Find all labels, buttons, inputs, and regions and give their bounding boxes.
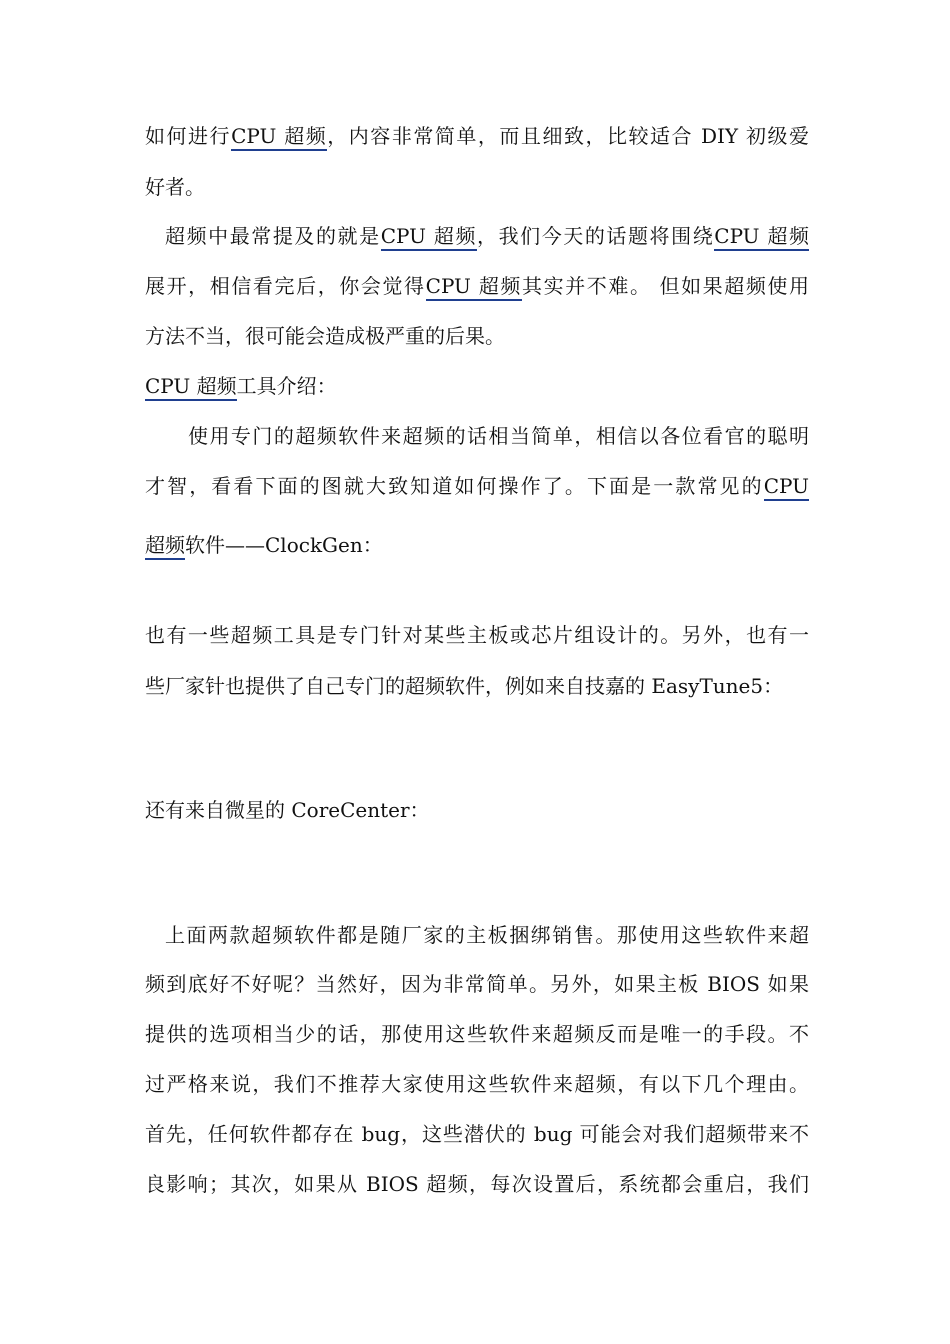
paragraph-6-line-2: 频到底好不好呢？当然好，因为非常简单。另外，如果主板 BIOS 如果 [145,972,809,996]
paragraph-4-line-2: 些厂家针也提供了自己专门的超频软件，例如来自技嘉的 EasyTune5： [145,674,784,698]
cpu-overclock-link[interactable]: CPU 超频 [145,374,237,401]
text: 才智，看看下面的图就大致知道如何操作了。下面是一款常见的 [145,474,764,498]
text: ，我们今天的话题将围绕 [477,224,715,248]
cpu-overclock-link[interactable]: CPU 超频 [714,224,809,251]
text: 软件——ClockGen： [185,533,383,557]
paragraph-2-line-1 [165,224,809,248]
paragraph-3-line-2 [145,474,809,498]
paragraph-6-line-6: 良影响；其次，如果从 BIOS 超频，每次设置后，系统都会重启，我们 [145,1172,809,1196]
text: 超频中最常提及的就是 [165,224,381,248]
text: 展开，相信看完后，你会觉得 [145,274,426,298]
paragraph-2-line-2 [145,274,809,298]
cpu-overclock-link[interactable]: CPU 超频 [381,224,477,251]
text: ，内容非常简单，而且细致，比较适合 DIY 初级爱 [327,124,810,148]
paragraph-6-line-3: 提供的选项相当少的话，那使用这些软件来超频反而是唯一的手段。不 [145,1022,809,1046]
cpu-overclock-link[interactable]: CPU 超频 [426,274,522,301]
paragraph-6-line-5: 首先，任何软件都存在 bug，这些潜伏的 bug 可能会对我们超频带来不 [145,1122,809,1146]
paragraph-6-line-4: 过严格来说，我们不推荐大家使用这些软件来超频，有以下几个理由。 [145,1072,809,1096]
section-heading-tools [145,374,337,398]
paragraph-3-line-3 [145,533,383,557]
overclock-link[interactable]: 超频 [145,533,185,560]
paragraph-6-line-1: 上面两款超频软件都是随厂家的主板捆绑销售。那使用这些软件来超 [165,923,809,947]
text: 如何进行 [145,124,232,148]
cpu-link[interactable]: CPU [764,474,809,501]
text: 其实并不难。 但如果超频使用 [522,274,810,298]
paragraph-5-line-1: 还有来自微星的 CoreCenter： [145,798,430,822]
paragraph-1-line-1 [145,124,809,148]
paragraph-3-line-1: 使用专门的超频软件来超频的话相当简单，相信以各位看官的聪明 [188,424,809,448]
paragraph-1-line-2: 好者。 [145,175,205,199]
heading-text: 工具介绍： [236,374,337,398]
paragraph-4-line-1: 也有一些超频工具是专门针对某些主板或芯片组设计的。另外，也有一 [145,623,809,647]
paragraph-2-line-3: 方法不当，很可能会造成极严重的后果。 [145,324,505,348]
cpu-overclock-link[interactable]: CPU 超频 [231,124,327,151]
